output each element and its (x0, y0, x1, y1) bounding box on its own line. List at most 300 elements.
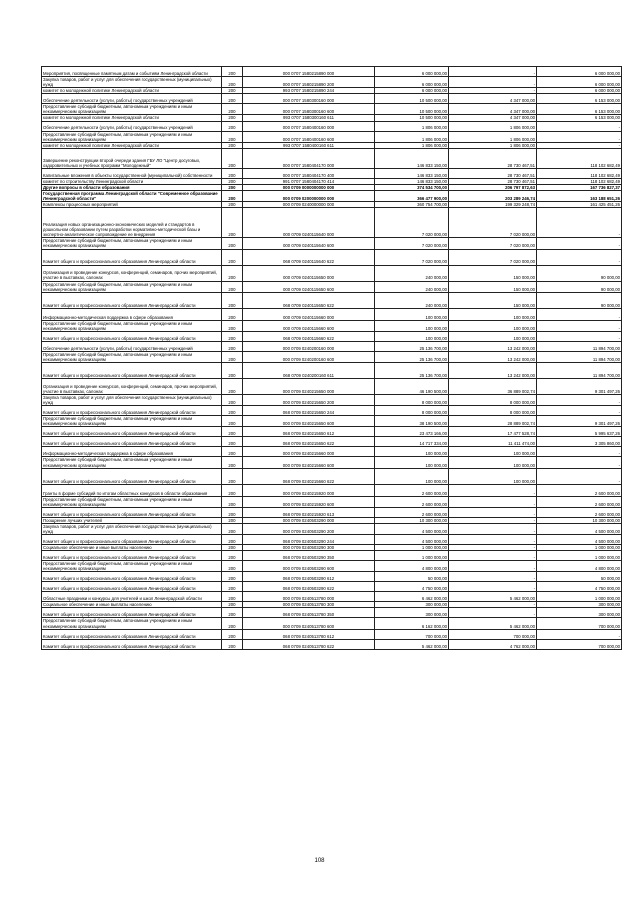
row-kbk-cell: 068 0709 0240215920 613 (243, 507, 375, 517)
row-approved-cell: 1 806 000,00 (375, 121, 449, 131)
page-number: 108 (314, 858, 325, 864)
row-remaining-cell: 700 000,00 (537, 618, 622, 629)
row-remaining-cell: 118 102 682,49 (537, 168, 622, 178)
table-row (42, 551, 622, 561)
row-code-cell: 200 (222, 545, 243, 551)
row-approved-cell: 25 136 700,00 (375, 363, 449, 379)
row-code-cell: 200 (222, 437, 243, 447)
table-row (42, 395, 622, 406)
row-approved-cell: 14 717 334,00 (375, 437, 449, 447)
row-code-cell: 200 (222, 416, 243, 427)
table-row (42, 191, 622, 202)
row-approved-cell: 23 473 166,00 (375, 427, 449, 437)
row-approved-cell: 6 000 000,00 (375, 88, 449, 94)
row-code-cell: 200 (222, 208, 243, 238)
row-name-cell: Предоставление субсидий бюджетным, автономным учреждениям и иным некоммерческим организациям (42, 131, 222, 142)
row-remaining-cell: 6 000 000,00 (537, 88, 622, 94)
row-code-cell: 200 (222, 88, 243, 94)
row-executed-cell: - (449, 535, 537, 545)
row-approved-cell: 2 600 000,00 (375, 484, 449, 496)
row-code-cell: 200 (222, 341, 243, 351)
table-row (42, 131, 622, 142)
row-approved-cell: 100 000,00 (375, 457, 449, 468)
table-row (42, 351, 622, 362)
row-remaining-cell: 167 736 827,37 (537, 184, 622, 190)
row-kbk-cell: 993 0707 1580300160 611 (243, 115, 375, 121)
row-kbk-cell: 068 0709 0240503290 612 (243, 572, 375, 582)
row-executed-cell: 11 411 474,00 (449, 437, 537, 447)
row-executed-cell: - (449, 545, 537, 551)
table-row (42, 77, 622, 88)
table-row (42, 468, 622, 484)
row-approved-cell: 38 190 500,00 (375, 416, 449, 427)
row-executed-cell: - (449, 572, 537, 582)
row-executed-cell: 100 000,00 (449, 447, 537, 457)
table-row (42, 208, 622, 238)
row-kbk-cell: 000 0707 1580215890 000 (243, 67, 375, 77)
row-executed-cell: 36 889 002,74 (449, 379, 537, 395)
row-name-cell: Комитет общего и профессионального образования Ленинградской области (42, 249, 222, 265)
row-kbk-cell: 000 0709 0240215650 600 (243, 416, 375, 427)
row-remaining-cell: - (537, 208, 622, 238)
row-kbk-cell: 000 0709 0240115640 600 (243, 238, 375, 249)
row-code-cell: 200 (222, 618, 243, 629)
row-approved-cell: 100 000,00 (375, 447, 449, 457)
table-row (42, 249, 622, 265)
row-code-cell: 200 (222, 265, 243, 281)
row-kbk-cell: 000 0709 0240503290 000 (243, 517, 375, 523)
table-row (42, 416, 622, 427)
row-name-cell: Государственная программа Ленинградской области "Современное образование Ленинградской области" (42, 191, 222, 202)
row-remaining-cell: 6 153 000,00 (537, 115, 622, 121)
row-code-cell: 200 (222, 292, 243, 308)
table-row (42, 148, 622, 168)
row-kbk-cell: 000 0707 1580404170 000 (243, 148, 375, 168)
row-kbk-cell: 068 0709 0240215660 622 (243, 468, 375, 484)
table-row (42, 507, 622, 517)
row-approved-cell: 5 462 000,00 (375, 639, 449, 649)
row-name-cell: Комитет общего и профессионального образования Ленинградской области (42, 437, 222, 447)
row-executed-cell: 100 000,00 (449, 457, 537, 468)
row-executed-cell: 100 000,00 (449, 308, 537, 320)
row-code-cell: 200 (222, 184, 243, 190)
row-kbk-cell: 000 0709 0240200160 000 (243, 341, 375, 351)
row-code-cell: 200 (222, 142, 243, 148)
table-row (42, 629, 622, 639)
row-remaining-cell: 4 500 000,00 (537, 523, 622, 534)
row-kbk-cell: 000 0709 0240215920 000 (243, 484, 375, 496)
row-approved-cell: 374 534 700,00 (375, 184, 449, 190)
row-kbk-cell: 000 0709 0200000000 000 (243, 191, 375, 202)
row-approved-cell: 4 800 000,00 (375, 561, 449, 572)
row-approved-cell: 100 000,00 (375, 331, 449, 341)
row-approved-cell: 10 300 000,00 (375, 517, 449, 523)
row-name-cell: Предоставление субсидий бюджетным, автономным учреждениям и иным некоммерческим организациям (42, 351, 222, 362)
row-approved-cell: 240 000,00 (375, 281, 449, 292)
row-name-cell: Комитет общего и профессионального образования Ленинградской области (42, 331, 222, 341)
row-kbk-cell: 000 0709 0240200160 600 (243, 351, 375, 362)
table-row (42, 238, 622, 249)
row-remaining-cell: 161 425 451,26 (537, 202, 622, 208)
row-remaining-cell: 6 000 000,00 (537, 77, 622, 88)
row-code-cell: 200 (222, 608, 243, 618)
row-executed-cell: 203 289 246,74 (449, 191, 537, 202)
row-kbk-cell: 068 0709 0240513780 622 (243, 639, 375, 649)
row-name-cell: Комитет общего и профессионального образования Ленинградской области (42, 468, 222, 484)
row-name-cell: Комитет общего и профессионального образования Ленинградской области (42, 608, 222, 618)
row-kbk-cell: 000 0707 1580215890 200 (243, 77, 375, 88)
row-approved-cell: 240 000,00 (375, 292, 449, 308)
row-approved-cell: 100 000,00 (375, 308, 449, 320)
row-executed-cell: 206 797 872,63 (449, 184, 537, 190)
table-row (42, 292, 622, 308)
row-approved-cell: 8 000 000,00 (375, 406, 449, 416)
row-remaining-cell: 11 894 700,00 (537, 351, 622, 362)
row-code-cell: 200 (222, 131, 243, 142)
row-remaining-cell: 163 188 651,26 (537, 191, 622, 202)
row-executed-cell: 28 730 467,51 (449, 148, 537, 168)
row-kbk-cell: 068 0709 0240115650 622 (243, 292, 375, 308)
row-approved-cell: 146 833 150,00 (375, 168, 449, 178)
row-remaining-cell: 3 305 860,00 (537, 437, 622, 447)
row-name-cell: Комитет общего и профессионального образования Ленинградской области (42, 292, 222, 308)
row-kbk-cell: 000 0707 1580400160 600 (243, 131, 375, 142)
row-code-cell: 200 (222, 496, 243, 507)
row-name-cell: Обеспечение деятельности (услуги, работы) государственных учреждений (42, 341, 222, 351)
row-executed-cell: 7 020 000,00 (449, 249, 537, 265)
row-kbk-cell: 000 0709 0240503290 300 (243, 545, 375, 551)
row-remaining-cell: 5 995 637,26 (537, 427, 622, 437)
row-approved-cell: 1 806 000,00 (375, 131, 449, 142)
row-executed-cell: - (449, 551, 537, 561)
table-row (42, 447, 622, 457)
row-code-cell: 200 (222, 379, 243, 395)
row-kbk-cell: 000 0709 0000000000 000 (243, 184, 375, 190)
row-approved-cell: 46 190 500,00 (375, 379, 449, 395)
row-approved-cell: 2 600 000,00 (375, 507, 449, 517)
table-row (42, 523, 622, 534)
row-approved-cell: 6 000 000,00 (375, 67, 449, 77)
row-code-cell: 200 (222, 468, 243, 484)
row-code-cell: 200 (222, 249, 243, 265)
row-code-cell: 200 (222, 561, 243, 572)
row-executed-cell: 4 347 000,00 (449, 115, 537, 121)
row-kbk-cell: 068 0709 0240115660 622 (243, 331, 375, 341)
row-remaining-cell: - (537, 447, 622, 457)
row-code-cell: 200 (222, 191, 243, 202)
row-kbk-cell: 000 0707 1580404170 400 (243, 168, 375, 178)
table-row (42, 178, 622, 184)
row-kbk-cell: 000 0709 0240215650 000 (243, 379, 375, 395)
row-name-cell: Предоставление субсидий бюджетным, автономным учреждениям и иным некоммерческим организациям (42, 561, 222, 572)
table-row (42, 496, 622, 507)
table-row (42, 457, 622, 468)
row-code-cell: 200 (222, 629, 243, 639)
row-code-cell: 200 (222, 406, 243, 416)
row-name-cell: Социальное обеспечение и иные выплаты населению (42, 602, 222, 608)
row-kbk-cell: 000 0709 0240115650 600 (243, 281, 375, 292)
row-remaining-cell: - (537, 238, 622, 249)
row-code-cell: 200 (222, 308, 243, 320)
row-code-cell: 200 (222, 77, 243, 88)
row-executed-cell: - (449, 517, 537, 523)
row-name-cell: Предоставление субсидий бюджетным, автономным учреждениям и иным некоммерческим организациям (42, 457, 222, 468)
table-row (42, 437, 622, 447)
row-name-cell: Социальное обеспечение и иные выплаты населению (42, 545, 222, 551)
row-code-cell: 200 (222, 363, 243, 379)
table-row (42, 602, 622, 608)
row-kbk-cell: 000 0709 0240215920 600 (243, 496, 375, 507)
row-kbk-cell: 068 0709 0240513780 350 (243, 608, 375, 618)
row-remaining-cell: 11 894 700,00 (537, 341, 622, 351)
row-remaining-cell: 6 153 000,00 (537, 94, 622, 104)
row-remaining-cell: 700 000,00 (537, 639, 622, 649)
row-name-cell: Закупка товаров, работ и услуг для обеспечения государственных (муниципальных) нужд (42, 395, 222, 406)
row-approved-cell: 6 462 000,00 (375, 592, 449, 602)
row-approved-cell: 146 833 150,00 (375, 148, 449, 168)
row-approved-cell: 10 500 000,00 (375, 94, 449, 104)
row-remaining-cell: 4 800 000,00 (537, 561, 622, 572)
row-remaining-cell: - (537, 320, 622, 331)
row-name-cell: Предоставление субсидий бюджетным, автономным учреждениям и иным некоммерческим организациям (42, 618, 222, 629)
table-row (42, 341, 622, 351)
row-kbk-cell: 068 0709 0240215650 622 (243, 437, 375, 447)
table-row (42, 331, 622, 341)
row-code-cell: 200 (222, 148, 243, 168)
row-kbk-cell: 000 0709 0240115660 000 (243, 308, 375, 320)
row-code-cell: 200 (222, 351, 243, 362)
row-approved-cell: 100 000,00 (375, 320, 449, 331)
row-executed-cell: - (449, 561, 537, 572)
row-name-cell: Комитет общего и профессионального образования Ленинградской области (42, 551, 222, 561)
row-name-cell: Предоставление субсидий бюджетным, автономным учреждениям и иным некоммерческим организациям (42, 281, 222, 292)
row-approved-cell: 50 000,00 (375, 572, 449, 582)
row-kbk-cell: 000 0707 1580400160 000 (243, 121, 375, 131)
row-approved-cell: 6 000 000,00 (375, 77, 449, 88)
row-code-cell: 200 (222, 457, 243, 468)
row-executed-cell: 4 762 000,00 (449, 639, 537, 649)
row-kbk-cell: 000 0709 0240503290 200 (243, 523, 375, 534)
row-executed-cell: - (449, 507, 537, 517)
row-executed-cell: - (449, 88, 537, 94)
row-executed-cell: 100 000,00 (449, 331, 537, 341)
row-executed-cell: 4 347 000,00 (449, 94, 537, 104)
table-row (42, 379, 622, 395)
row-kbk-cell: 068 0709 0240513780 612 (243, 629, 375, 639)
row-name-cell: Другие вопросы в области образования (42, 184, 222, 190)
row-remaining-cell: 90 000,00 (537, 281, 622, 292)
row-executed-cell: 150 000,00 (449, 281, 537, 292)
row-remaining-cell: 9 301 497,26 (537, 379, 622, 395)
row-approved-cell: 1 000 000,00 (375, 545, 449, 551)
row-name-cell: Обеспечение деятельности (услуги, работы) государственных учреждений (42, 121, 222, 131)
row-approved-cell: 7 020 000,00 (375, 249, 449, 265)
row-code-cell: 200 (222, 582, 243, 592)
row-executed-cell: 1 806 000,00 (449, 121, 537, 131)
table-row (42, 67, 622, 77)
row-remaining-cell: 2 600 000,00 (537, 507, 622, 517)
row-remaining-cell: 118 102 682,49 (537, 148, 622, 168)
row-executed-cell: 150 000,00 (449, 292, 537, 308)
table-row (42, 618, 622, 629)
row-name-cell: Комитет общего и профессионального образования Ленинградской области (42, 507, 222, 517)
row-kbk-cell: 068 0709 0240503290 350 (243, 551, 375, 561)
row-remaining-cell: - (537, 457, 622, 468)
row-kbk-cell: 000 0709 0240503290 600 (243, 561, 375, 572)
table-row (42, 608, 622, 618)
row-name-cell: Областные праздники и конкурсы для учителей и школ Ленинградской области (42, 592, 222, 602)
row-name-cell: Комитет общего и профессионального образования Ленинградской области (42, 363, 222, 379)
row-executed-cell: - (449, 608, 537, 618)
row-code-cell: 200 (222, 395, 243, 406)
row-executed-cell: 5 462 000,00 (449, 618, 537, 629)
row-kbk-cell: 000 0709 0240215650 200 (243, 395, 375, 406)
row-name-cell: Предоставление субсидий бюджетным, автономным учреждениям и иным некоммерческим организациям (42, 320, 222, 331)
row-name-cell: Комитет общего и профессионального образования Ленинградской области (42, 572, 222, 582)
row-remaining-cell: - (537, 121, 622, 131)
table-row (42, 281, 622, 292)
row-executed-cell: - (449, 77, 537, 88)
row-remaining-cell: - (537, 249, 622, 265)
row-approved-cell: 240 000,00 (375, 265, 449, 281)
row-code-cell: 200 (222, 572, 243, 582)
row-code-cell: 200 (222, 320, 243, 331)
row-executed-cell: 7 020 000,00 (449, 238, 537, 249)
row-approved-cell: 25 136 700,00 (375, 351, 449, 362)
row-kbk-cell: 000 0709 0240513780 000 (243, 592, 375, 602)
row-remaining-cell: 6 153 000,00 (537, 104, 622, 115)
row-remaining-cell: - (537, 395, 622, 406)
row-executed-cell: 8 000 000,00 (449, 406, 537, 416)
row-kbk-cell: 993 0707 1580400160 611 (243, 142, 375, 148)
table-row (42, 592, 622, 602)
row-kbk-cell: 000 0709 0240513780 600 (243, 618, 375, 629)
row-remaining-cell: 118 102 682,49 (537, 178, 622, 184)
row-approved-cell: 366 477 900,00 (375, 191, 449, 202)
row-kbk-cell: 068 0709 0240503290 244 (243, 535, 375, 545)
row-remaining-cell: 4 750 000,00 (537, 582, 622, 592)
row-remaining-cell: 11 894 700,00 (537, 363, 622, 379)
row-remaining-cell: 300 000,00 (537, 608, 622, 618)
row-approved-cell: 4 750 000,00 (375, 582, 449, 592)
row-code-cell: 200 (222, 484, 243, 496)
row-kbk-cell: 993 0707 1580215890 244 (243, 88, 375, 94)
row-kbk-cell: 000 0709 0240215660 600 (243, 457, 375, 468)
row-remaining-cell: - (537, 406, 622, 416)
row-kbk-cell: 068 0709 0240503290 622 (243, 582, 375, 592)
row-approved-cell: 25 136 700,00 (375, 341, 449, 351)
row-remaining-cell: - (537, 629, 622, 639)
row-executed-cell: 1 806 000,00 (449, 142, 537, 148)
table-row (42, 484, 622, 496)
row-name-cell: Комитет общего и профессионального образования Ленинградской области (42, 582, 222, 592)
row-code-cell: 200 (222, 104, 243, 115)
row-kbk-cell: 991 0707 1580404170 414 (243, 178, 375, 184)
row-code-cell: 200 (222, 115, 243, 121)
row-name-cell: Обеспечение деятельности (услуги, работы) государственных учреждений (42, 94, 222, 104)
row-name-cell: Организация и проведение конкурсов, конференций, семинаров, прочих мероприятий, участие в выставках, салонах (42, 265, 222, 281)
row-executed-cell: - (449, 582, 537, 592)
row-name-cell: Комитет общего и профессионального образования Ленинградской области (42, 427, 222, 437)
row-kbk-cell: 000 0709 0240115660 600 (243, 320, 375, 331)
row-code-cell: 200 (222, 202, 243, 208)
row-executed-cell: 700 000,00 (449, 629, 537, 639)
row-executed-cell: 5 462 000,00 (449, 592, 537, 602)
row-executed-cell: 13 242 000,00 (449, 341, 537, 351)
row-name-cell: Реализация новых организационно-экономических моделей и стандартов в дошкольном образовании путем разработки нормативно-методической базы и экспертно-аналитическое сопровождение ее внедрения (42, 208, 222, 238)
row-name-cell: Комитет общего и профессионального образования Ленинградской области (42, 406, 222, 416)
row-remaining-cell: - (537, 131, 622, 142)
row-executed-cell: 13 242 000,00 (449, 363, 537, 379)
row-name-cell: Предоставление субсидий бюджетным, автономным учреждениям и иным некоммерческим организациям (42, 416, 222, 427)
table-row (42, 308, 622, 320)
row-executed-cell: 13 242 000,00 (449, 351, 537, 362)
row-remaining-cell: - (537, 308, 622, 320)
row-kbk-cell: 000 0709 0240215660 000 (243, 447, 375, 457)
row-name-cell: Гранты в форме субсидий по итогам областных конкурсов в области образования (42, 484, 222, 496)
table-row (42, 104, 622, 115)
row-remaining-cell: 9 301 497,26 (537, 416, 622, 427)
row-code-cell: 200 (222, 238, 243, 249)
row-executed-cell: 7 020 000,00 (449, 208, 537, 238)
row-name-cell: комитет по строительству Ленинградской области (42, 178, 222, 184)
table-row (42, 168, 622, 178)
table-row (42, 572, 622, 582)
row-name-cell: Комитет общего и профессионального образования Ленинградской области (42, 535, 222, 545)
row-approved-cell: 10 500 000,00 (375, 115, 449, 121)
row-name-cell: Комплексы процессных мероприятий (42, 202, 222, 208)
row-code-cell: 200 (222, 517, 243, 523)
row-remaining-cell: 90 000,00 (537, 265, 622, 281)
row-code-cell: 200 (222, 639, 243, 649)
row-executed-cell: 17 477 528,74 (449, 427, 537, 437)
row-name-cell: Капитальные вложения в объекты государственной (муниципальной) собственности (42, 168, 222, 178)
row-kbk-cell: 000 0707 1580300160 000 (243, 94, 375, 104)
row-kbk-cell: 000 0709 0240115650 000 (243, 265, 375, 281)
row-code-cell: 200 (222, 602, 243, 608)
row-executed-cell: - (449, 67, 537, 77)
row-code-cell: 200 (222, 427, 243, 437)
row-name-cell: Комитет общего и профессионального образования Ленинградской области (42, 639, 222, 649)
row-code-cell: 200 (222, 168, 243, 178)
row-approved-cell: 360 754 700,00 (375, 202, 449, 208)
table-row (42, 94, 622, 104)
row-name-cell: Закупка товаров, работ и услуг для обеспечения государственных (муниципальных) нужд (42, 77, 222, 88)
row-executed-cell: 28 730 467,51 (449, 178, 537, 184)
table-row (42, 363, 622, 379)
table-row (42, 427, 622, 437)
table-row (42, 184, 622, 190)
row-remaining-cell: 10 300 000,00 (537, 517, 622, 523)
row-remaining-cell: - (537, 142, 622, 148)
row-name-cell: Информационно-методическая поддержка в сфере образования (42, 308, 222, 320)
row-remaining-cell: 6 000 000,00 (537, 67, 622, 77)
row-code-cell: 200 (222, 121, 243, 131)
table-row (42, 115, 622, 121)
row-name-cell: Поощрение лучших учителей (42, 517, 222, 523)
row-name-cell: Предоставление субсидий бюджетным, автономным учреждениям и иным некоммерческим организациям (42, 104, 222, 115)
row-name-cell: Предоставление субсидий бюджетным, автономным учреждениям и иным некоммерческим организациям (42, 238, 222, 249)
row-remaining-cell: 2 600 000,00 (537, 484, 622, 496)
row-remaining-cell: 4 500 000,00 (537, 535, 622, 545)
row-name-cell: Комитет общего и профессионального образования Ленинградской области (42, 629, 222, 639)
row-executed-cell: - (449, 602, 537, 608)
row-name-cell: Информационно-методическая поддержка в сфере образования (42, 447, 222, 457)
row-approved-cell: 1 000 000,00 (375, 551, 449, 561)
row-executed-cell: - (449, 496, 537, 507)
row-remaining-cell: 50 000,00 (537, 572, 622, 582)
row-approved-cell: 8 000 000,00 (375, 395, 449, 406)
